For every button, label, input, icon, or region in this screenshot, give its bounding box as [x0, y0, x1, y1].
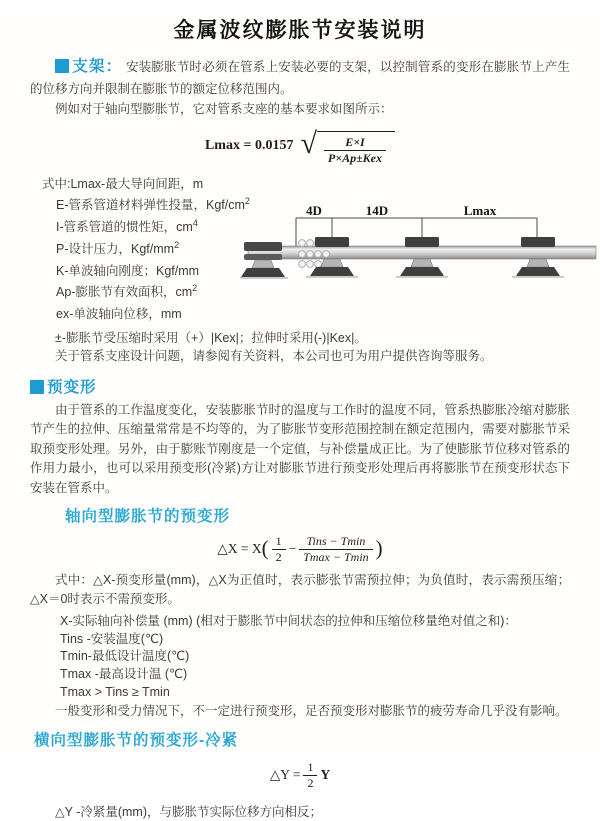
- radical-sign: √: [300, 126, 317, 160]
- predeform-heading-label: 预变形: [47, 379, 97, 397]
- close-paren: ): [375, 535, 383, 560]
- variable-line: Ap-膨胀节有效面积，$cm^2$: [56, 283, 198, 300]
- support-example-line: 例如对于轴向型膨胀节，它对管系支座的基本要求如图所示：: [55, 102, 393, 117]
- axial-explain-paragraph: 式中：△X-预变形量(mm)，△X为正值时，表示膨张节需预拉伸；为负值时，表示需预压缩；△X＝0时表示不需预变形。: [30, 572, 570, 607]
- definition-line: Tmin-最低设计温度(℃): [60, 649, 190, 664]
- document-page: [0, 14, 600, 819]
- variable-line: P-设计压力，Kgf/$mm^2$: [56, 239, 180, 257]
- formula-lhs: Lmax = 0.0157: [204, 138, 294, 154]
- plusminus-note: ±-膨胀节受压缩时采用（+）|Kex|；拉伸时采用(-)|Kex|。: [55, 330, 367, 345]
- variable-line: I-管系管道的惯性矩，$cm^4$: [56, 218, 198, 235]
- lmax-formula: [0, 127, 600, 166]
- sqrt-expression: [300, 127, 395, 166]
- definition-line: Tmax > Tins ≥ Tmin: [60, 684, 170, 699]
- temperature-fraction: $\frac{\text{Tins − Tmin}}{Tmax - Tmin}$: [299, 534, 372, 565]
- variable-line: K-单波轴向刚度；Kgf/mm: [56, 263, 200, 278]
- axial-definition-list: [0, 613, 600, 702]
- predeform-paragraph: 由于管系的工作温度变化，安装膨胀节时的温度与工作时的温度不同，管系热膨胀冷缩对膨胀节产生的拉伸、压缩量常常是不均等的，为了膨胀节变形范围控制在额定范围内，需要对膨胀节采取预变形处理。另外，由于膨账节刚度是一个定值，与补偿量成正比。为了使膨胀节位移对管系的作用力最小，也可以采用预变形(冷紧)方让对膨胀节进行预变形处理后再将膨胀节在预变形状态下安装在管系中。: [30, 403, 570, 495]
- dim-label-lmax: Lmax: [463, 204, 497, 218]
- definition-line: X-实际轴向补偿量 (mm) (相对于膨胀节中间状态的拉伸和压缩位移量绝对值之和)：: [60, 613, 517, 628]
- open-paren: (: [261, 535, 269, 560]
- half-fraction: $\frac{1}{2}$: [303, 760, 317, 791]
- minus-sign: −: [288, 541, 297, 557]
- sqrt-body: [317, 131, 395, 166]
- lateral-subheading: 横向型膨胀节的预变形-冷紧: [34, 731, 239, 749]
- variable-line: E-管系管道材料弹性投量，Kgf/$cm^2$: [56, 196, 250, 213]
- support-section-heading: [55, 60, 122, 74]
- support-heading-label: 支架：: [72, 58, 123, 75]
- support-intro-text: 安装膨胀节时必须在管系上安装必要的支架，以控制管系的变形在膨胀节上产生的位移方向并限制在膨胀节的额定位移范围内。: [30, 60, 570, 97]
- lateral-note: △Y -冷紧量(mm)，与膨胀节实际位移方向相反；: [55, 804, 323, 819]
- variable-line: ex-单波轴向位移，mm: [56, 307, 182, 322]
- lateral-formula-lhs: △Y =: [269, 767, 301, 783]
- lateral-formula-rhs: Y: [320, 767, 331, 783]
- axial-formula-lhs: △X = X: [217, 541, 262, 557]
- dim-label-4d: 4D: [306, 204, 322, 218]
- pipe-support-diagram: [240, 204, 600, 304]
- predeform-section-heading: [30, 375, 570, 397]
- axial-formula: [0, 534, 600, 565]
- lateral-formula: [0, 760, 600, 791]
- page-title: 金属波纹膨胀节安装说明: [173, 19, 427, 42]
- consult-note: 关于管系支座设计问题，请参阅有关资料，本公司也可为用户提供咨询等服务。: [55, 348, 493, 363]
- half-fraction: $\frac{1}{2}$: [272, 534, 286, 565]
- blue-square-icon: [55, 59, 69, 73]
- definition-line: Tmax -最高设计温 (℃): [60, 667, 188, 682]
- anchor-support: [240, 242, 288, 278]
- definition-line: Tins -安装温度(℃): [60, 631, 164, 646]
- support-intro-paragraph: [30, 54, 570, 99]
- axial-closing-line: 一般变形和受力情况下，不一定进行预变形，足否预变形对膨胀节的疲劳寿命几乎没有影响。: [55, 703, 568, 718]
- blue-square-icon: [30, 380, 44, 394]
- axial-subheading: 轴向型膨胀节的预变形: [65, 507, 231, 525]
- formula-fraction: $\frac{E\times I}{\text{P×Ap±Kex}}$: [324, 135, 386, 166]
- dim-label-14d: 14D: [365, 204, 389, 218]
- variable-line: 式中:Lmax-最大导向间距，m: [42, 176, 204, 191]
